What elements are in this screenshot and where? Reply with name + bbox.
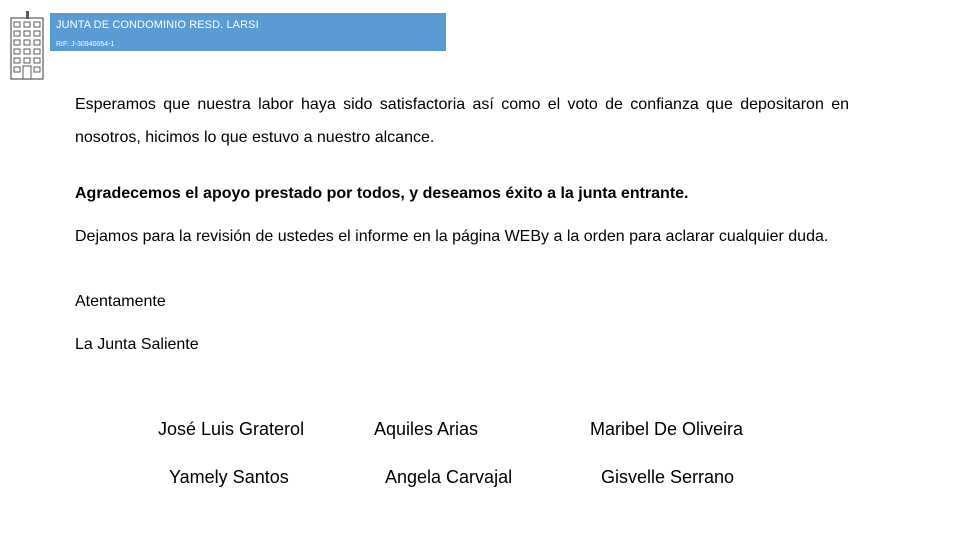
signature-name: Yamely Santos	[169, 467, 289, 487]
signature-name: Aquiles Arias	[374, 419, 479, 439]
paragraph-gratitude: Esperamos que nuestra labor haya sido satisfactoria así como el voto de confianza que depositaron en nosotros, hicimos lo que estuvo a nuestro alcance.	[75, 96, 849, 146]
header-rif: RIF: J-30940054-1	[56, 41, 115, 48]
signature-name: José Luis Graterol	[158, 419, 305, 439]
header-bar	[50, 13, 446, 51]
building-icon	[10, 10, 44, 80]
paragraph-thanks: Agradecemos el apoyo prestado por todos, y deseamos éxito a la junta entrante.	[75, 185, 689, 202]
header-title: JUNTA DE CONDOMINIO RESD. LARSI	[56, 19, 259, 31]
signature-name: Gisvelle Serrano	[601, 467, 735, 487]
signoff-text: La Junta Saliente	[75, 336, 199, 353]
closing-text: Atentamente	[75, 293, 166, 310]
signature-name: Angela Carvajal	[385, 467, 513, 487]
paragraph-report: Dejamos para la revisión de ustedes el informe en la página WEBy a la orden para aclarar cualquier duda.	[75, 228, 829, 245]
signature-name: Maribel De Oliveira	[590, 419, 744, 439]
